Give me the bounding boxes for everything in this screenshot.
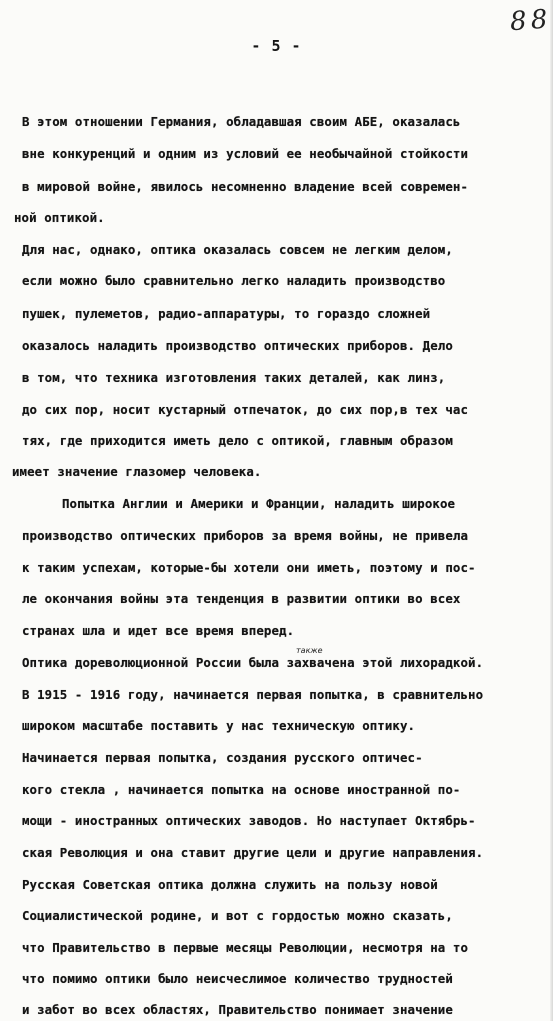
text-line: оказалось наладить производство оптических приборов. Дело — [22, 338, 453, 353]
text-line: Для нас, однако, оптика оказалась совсем не легким делом, — [22, 242, 453, 257]
text-line: Начинается первая попытка, создания русского оптичес- — [22, 750, 423, 765]
handwritten-folio-mark: 8 8 — [508, 4, 547, 38]
text-line: к таким успехам, которые-бы хотели они иметь, поэтому и пос- — [22, 560, 476, 575]
text-line: что помимо оптики было неисчеслимое количество трудностей — [22, 971, 453, 986]
text-line: странах шла и идет все время вперед. — [22, 623, 295, 638]
text-line: Русская Советская оптика должна служить на пользу новой — [22, 877, 438, 892]
text-line: ская Революция и она ставит другие цели и другие направления. — [22, 845, 484, 860]
text-line: В этом отношении Германия, обладавшая своим АБЕ, оказалась — [22, 114, 461, 129]
text-line: в мировой войне, явилось несомненно владение всей современ- — [22, 179, 469, 194]
text-line: Социалистической родине, и вот с гордостью можно сказать, — [22, 908, 453, 923]
text-line: ной оптикой. — [14, 210, 105, 225]
text-line: мощи - иностранных оптических заводов. Но наступает Октябрь- — [22, 813, 476, 828]
page-number: - 5 - — [251, 37, 302, 55]
text-line: тях, где приходится иметь дело с оптикой, главным образом — [22, 433, 453, 448]
text-line: ле окончания войны эта тенденция в развитии оптики во всех — [22, 591, 461, 606]
text-line: до сих пор, носит кустарный отпечаток, до сих пор,в тех час — [22, 402, 469, 417]
text-line: что Правительство в первые месяцы Революции, несмотря на то — [22, 940, 469, 955]
text-line: пушек, пулеметов, радио-аппаратуры, то гораздо сложней — [22, 306, 431, 321]
text-line: имеет значение глазомер человека. — [12, 464, 262, 479]
text-line: если можно было сравнительно легко наладить производство — [22, 273, 446, 288]
text-line: в том, что техника изготовления таких деталей, как линз, — [22, 370, 446, 385]
text-line: вне конкуренций и одним из условий ее необычайной стойкости — [22, 146, 469, 161]
text-line: производство оптических приборов за время войны, не привела — [22, 528, 469, 543]
text-line: кого стекла , начинается попытка на основе иностранной по- — [22, 782, 461, 797]
handwritten-insertion-note: также — [296, 646, 323, 655]
text-line: В 1915 - 1916 году, начинается первая попытка, в сравнительно — [22, 687, 484, 702]
text-line: широком масштабе поставить у нас техническую оптику. — [22, 718, 416, 733]
text-line: и забот во всех областях, Правительство понимает значение — [22, 1002, 453, 1017]
text-line: Оптика дореволюционной России была захвачена этой лихорадкой. — [22, 655, 484, 670]
text-line: Попытка Англии и Америки и Франции, наладить широкое — [62, 496, 456, 511]
